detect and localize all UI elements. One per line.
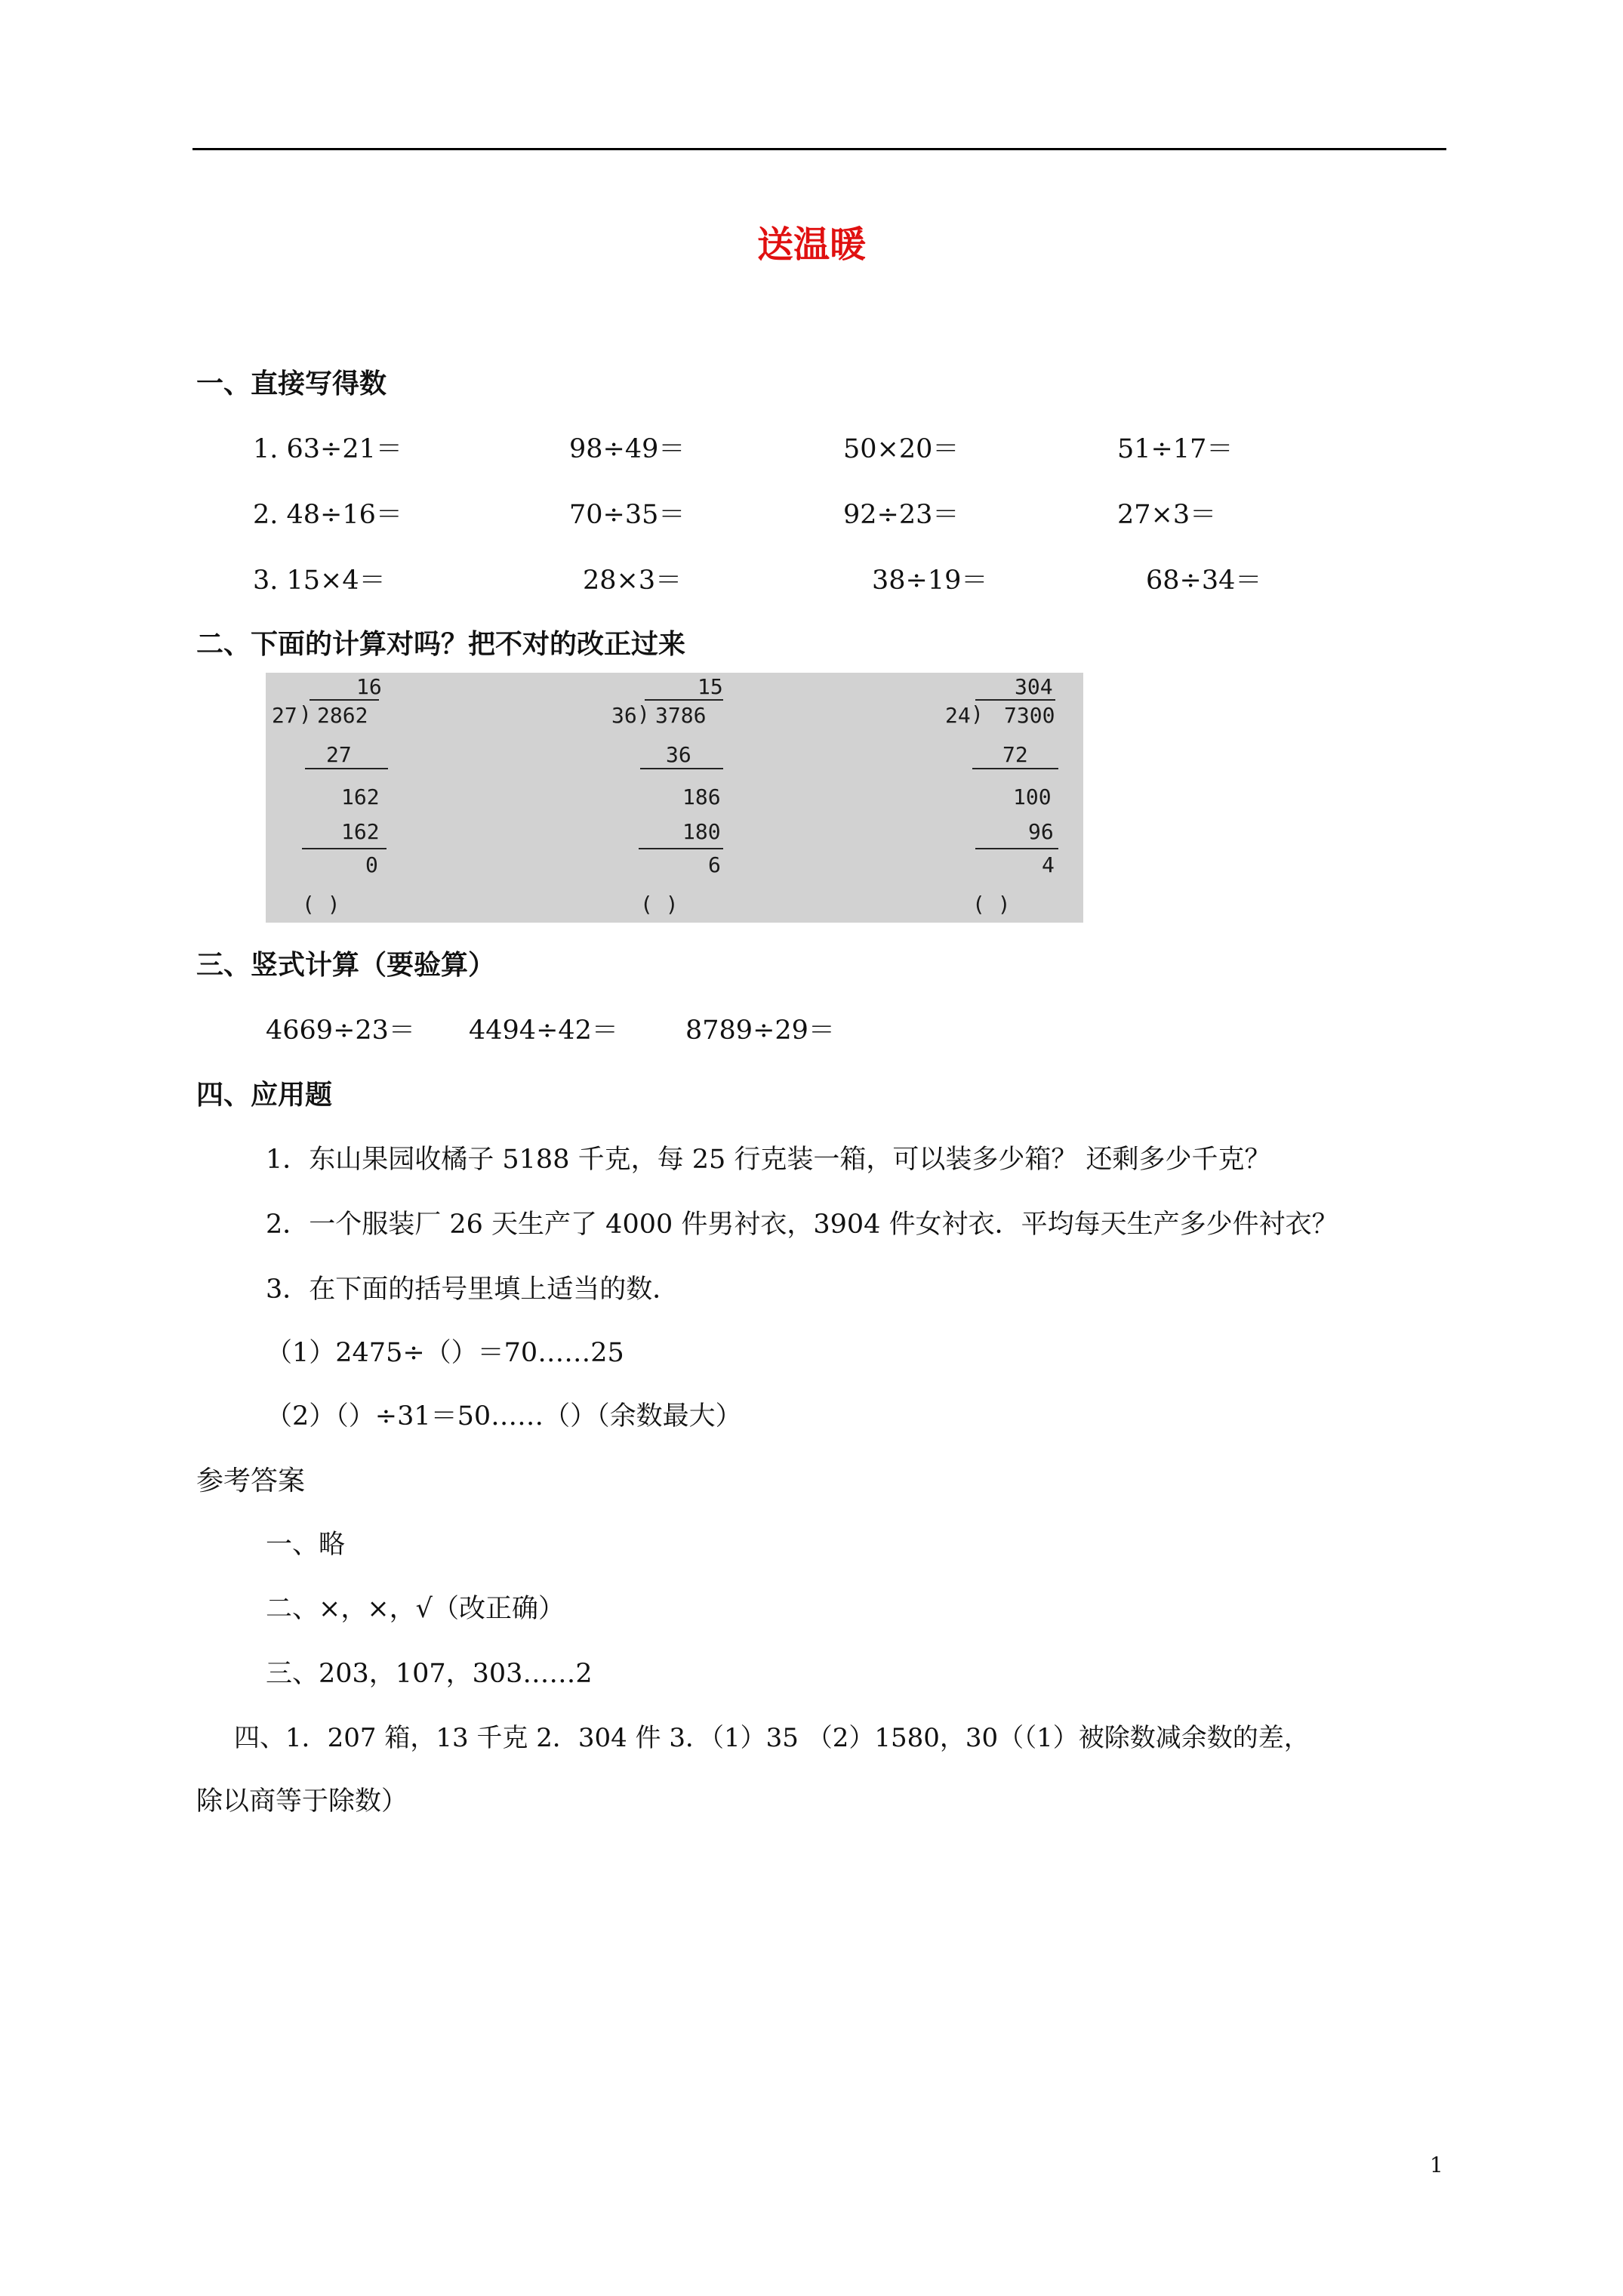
section3-heading: 三、竖式计算（要验算） [196, 950, 496, 981]
s1-r1-c4: 51÷17＝ [1117, 434, 1233, 464]
s4-question-1: 1．东山果园收橘子 5188 千克，每 25 行克装一箱，可以装多少箱？ 还剩多少千克？ [266, 1145, 1271, 1175]
s4-question-3b: （2）（）÷31＝50……（）（余数最大） [266, 1401, 742, 1432]
header-rule [192, 148, 1446, 150]
s1-r1-c2: 98÷49＝ [569, 434, 685, 464]
s3-item-2: 4494÷42＝ [469, 1015, 618, 1046]
answer-2: 二、×，×，√（改正确） [266, 1594, 565, 1624]
answers-heading: 参考答案 [196, 1465, 306, 1496]
p2-step3: 180 [682, 819, 721, 844]
s4-question-3: 3．在下面的括号里填上适当的数． [266, 1274, 679, 1305]
s1-r1-c1: 1. 63÷21＝ [253, 434, 402, 464]
s1-r3-c1: 3. 15×4＝ [253, 566, 386, 596]
p1-remainder: 0 [365, 852, 378, 877]
p1-divisor: 27 [272, 703, 297, 728]
page-number: 1 [1430, 2153, 1443, 2177]
s3-item-1: 4669÷23＝ [266, 1015, 415, 1046]
page-title: 送温暖 [756, 223, 866, 266]
p3-divisor: 24 [945, 703, 971, 728]
p1-quotient: 16 [356, 674, 382, 699]
s1-r3-c4: 68÷34＝ [1146, 566, 1262, 596]
p3-bracket: ) [971, 701, 984, 726]
p2-step2: 186 [682, 784, 721, 809]
s1-r3-c2: 28×3＝ [583, 566, 682, 596]
p2-dividend: 3786 [655, 703, 707, 728]
section2-heading: 二、下面的计算对吗？把不对的改正过来 [196, 629, 686, 660]
s1-r2-c2: 70÷35＝ [569, 500, 685, 530]
p2-step1: 36 [666, 742, 691, 767]
p3-answer-box: ( ) [972, 892, 1011, 917]
s1-r2-c1: 2. 48÷16＝ [253, 500, 402, 530]
p3-remainder: 4 [1042, 852, 1055, 877]
answer-3: 三、203，107，303……2 [266, 1659, 593, 1689]
p3-step2: 100 [1013, 784, 1052, 809]
answer-4-line2: 除以商等于除数） [196, 1786, 408, 1817]
s4-question-2: 2．一个服装厂 26 天生产了 4000 件男衬衣，3904 件女衬衣．平均每天生产多少件衬衣？ [266, 1210, 1338, 1240]
p1-answer-box: ( ) [302, 892, 340, 917]
long-division-figure [266, 673, 1083, 923]
p1-dividend: 2862 [317, 703, 368, 728]
s3-item-3: 8789÷29＝ [685, 1015, 835, 1046]
s1-r2-c3: 92÷23＝ [843, 500, 959, 530]
p2-quotient: 15 [698, 674, 723, 699]
answer-1: 一、略 [266, 1530, 346, 1560]
s4-question-3a: （1）2475÷（）＝70……25 [266, 1338, 624, 1368]
section4-heading: 四、应用题 [196, 1080, 333, 1111]
p3-quotient: 304 [1015, 674, 1053, 699]
p1-step1: 27 [326, 742, 352, 767]
p2-bracket: ) [637, 701, 650, 726]
p1-step2: 162 [341, 784, 380, 809]
section1-heading: 一、直接写得数 [196, 368, 387, 399]
s1-r2-c4: 27×3＝ [1117, 500, 1217, 530]
p1-step3: 162 [341, 819, 380, 844]
p3-dividend: 7300 [1004, 703, 1055, 728]
p2-answer-box: ( ) [640, 892, 679, 917]
p2-remainder: 6 [708, 852, 721, 877]
p3-step1: 72 [1002, 742, 1028, 767]
s1-r3-c3: 38÷19＝ [872, 566, 988, 596]
answer-4-line1: 四、1．207 箱，13 千克 2．304 件 3．（1）35 （2）1580，30（（1）被除数减余数的差， [234, 1723, 1310, 1753]
p2-divisor: 36 [611, 703, 637, 728]
s1-r1-c3: 50×20＝ [843, 434, 959, 464]
p3-step3: 96 [1028, 819, 1054, 844]
p1-bracket: ) [299, 701, 312, 726]
